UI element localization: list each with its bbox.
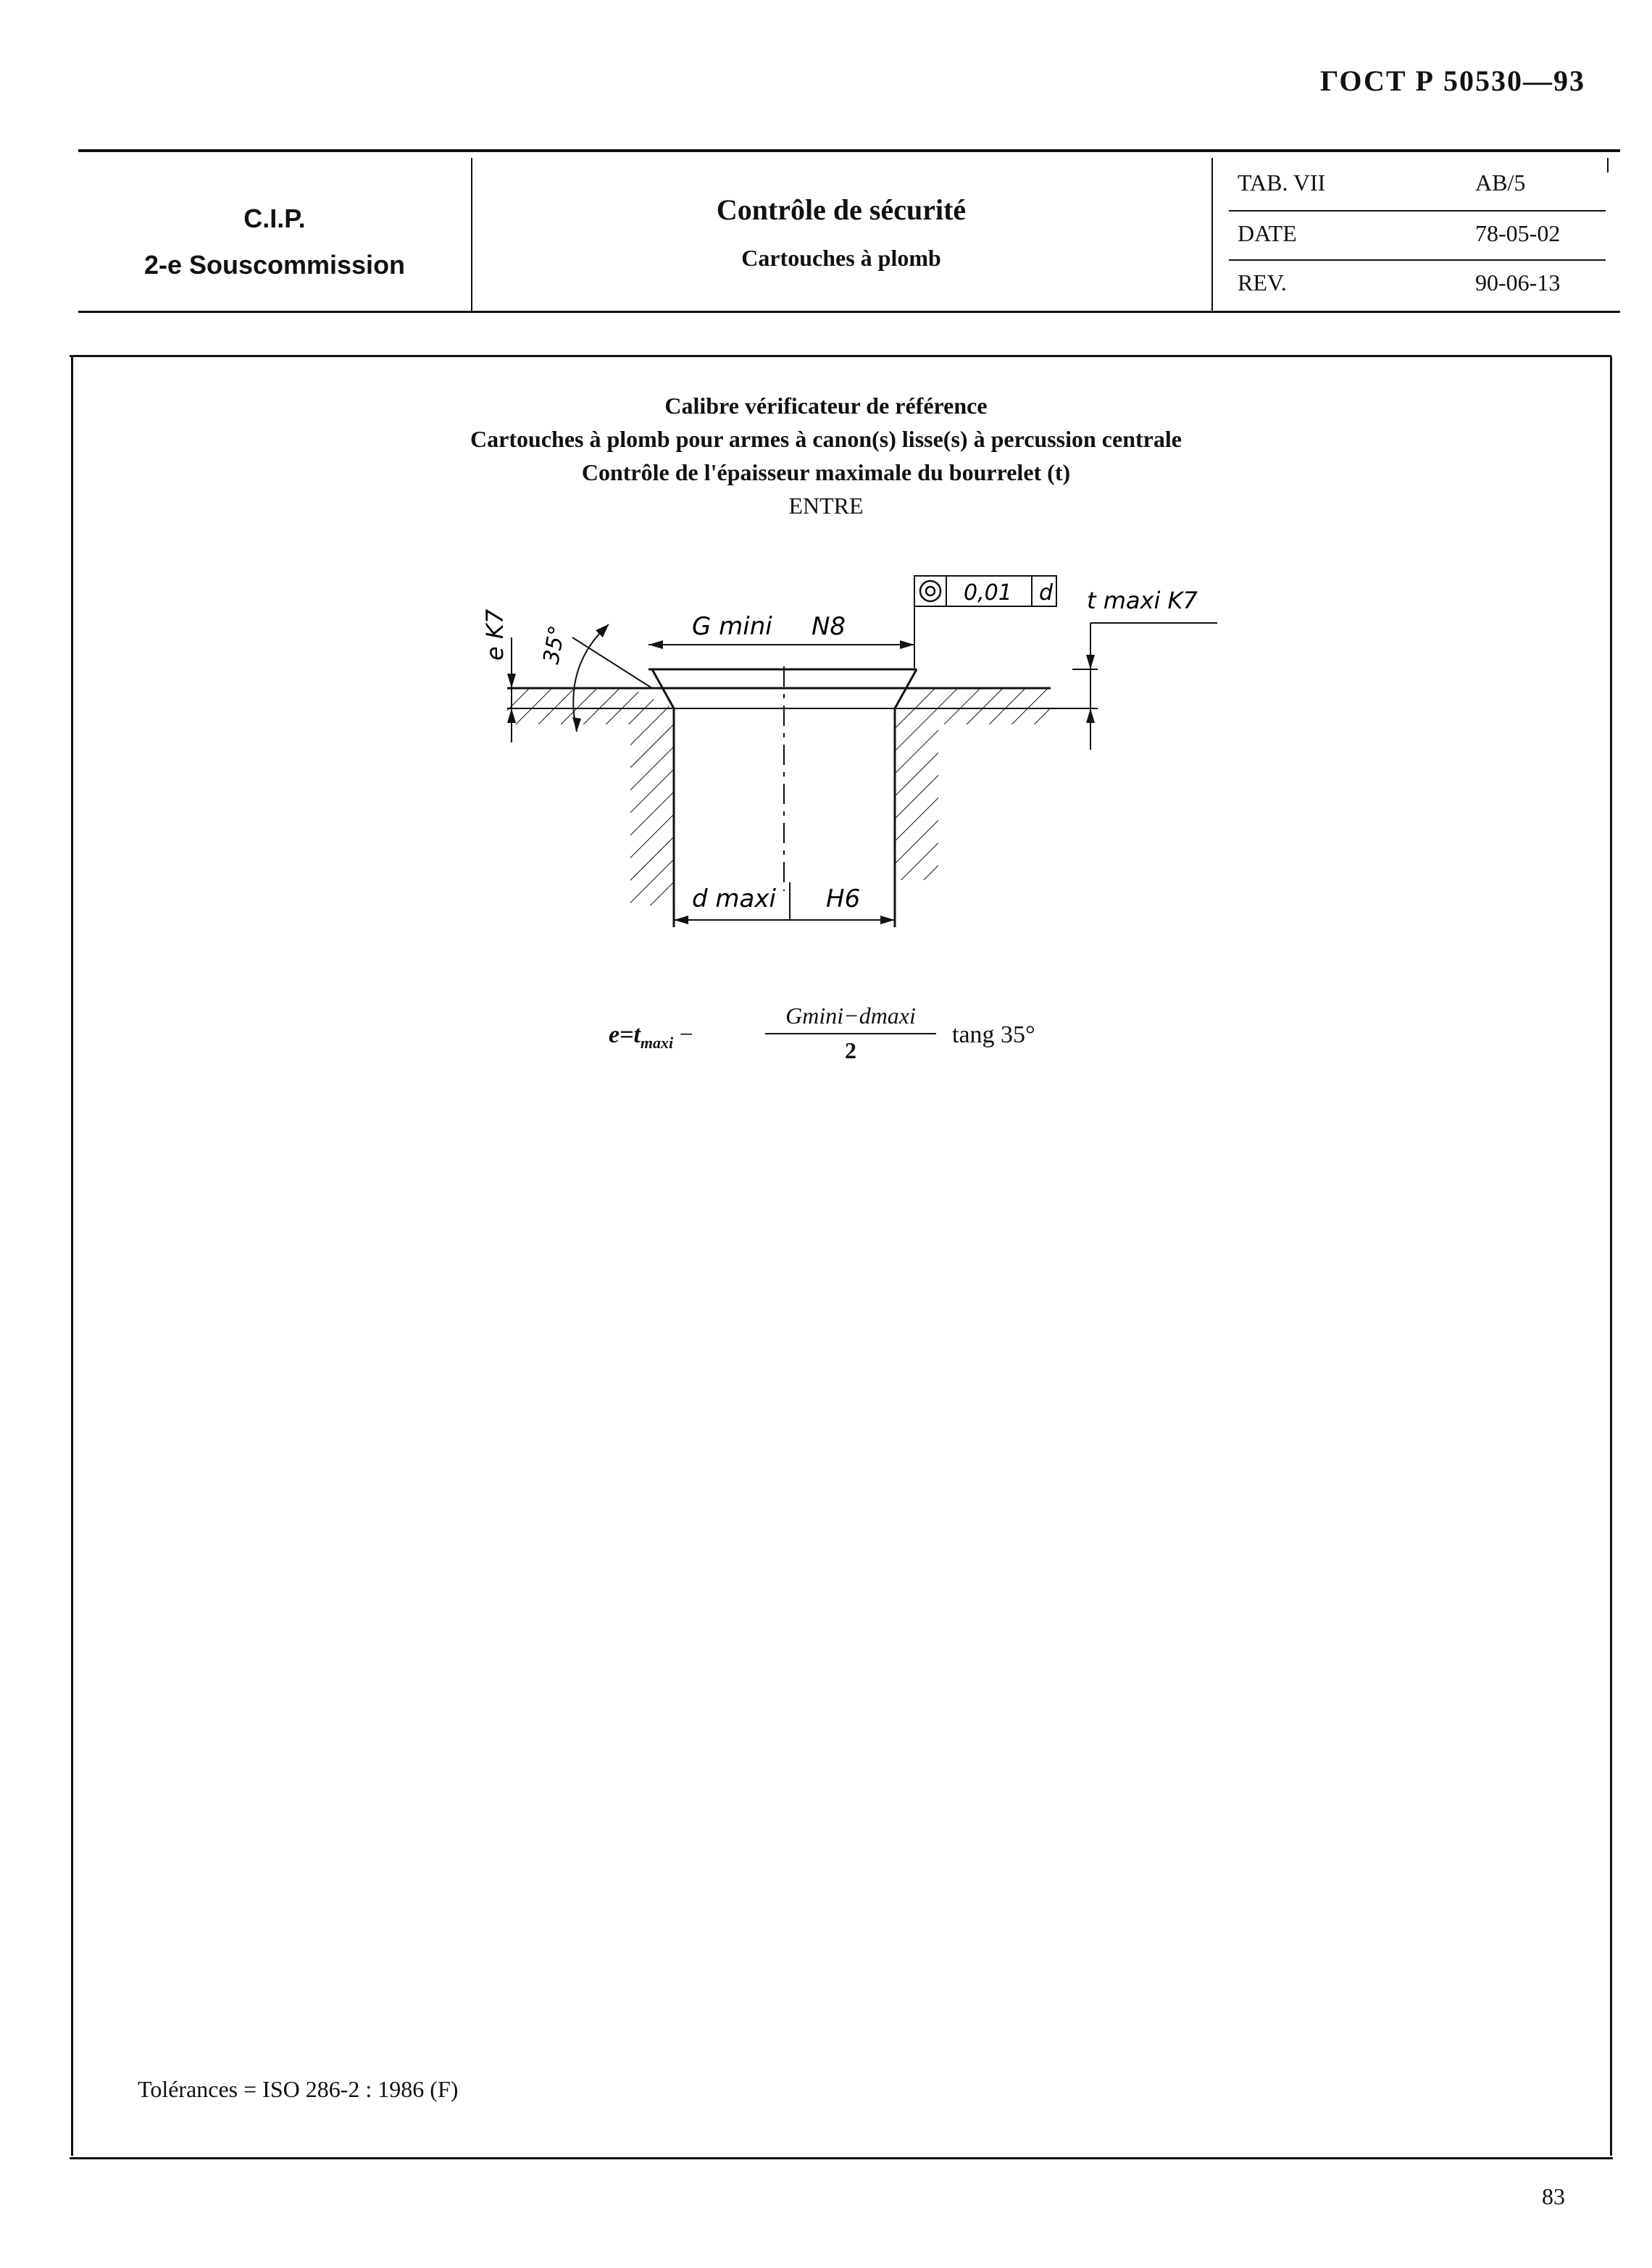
e-label: e K7 [481, 608, 509, 661]
fcf-datum: d [1039, 580, 1054, 606]
concentricity-icon [920, 581, 940, 601]
fcf-value: 0,01 [964, 580, 1012, 606]
formula-lhs-text: e=t [609, 1021, 641, 1048]
dimension-g-mini [648, 605, 914, 668]
meta-key: REV. [1238, 269, 1287, 296]
dimension-e [481, 608, 516, 742]
org-subcommission: 2-e Souscommission [143, 250, 406, 280]
g-mini-label: G mini [692, 612, 772, 641]
angle-label: 35° [538, 623, 571, 666]
meta-value: AB/5 [1475, 170, 1526, 196]
t-maxi-label: t maxi K7 [1087, 587, 1198, 614]
header-subtitle: Cartouches à plomb [741, 245, 941, 271]
formula [609, 1000, 1116, 1079]
d-maxi-label: d maxi [692, 884, 776, 913]
formula-minus: − [679, 1021, 693, 1048]
header-title: Contrôle de sécurité [716, 193, 967, 226]
document-code: ГОСТ Р 50530—93 [1319, 64, 1585, 97]
gauge-drawing [0, 0, 1652, 971]
dimension-t-maxi [1072, 587, 1217, 750]
formula-lhs [609, 1021, 693, 1053]
meta-key: TAB. VII [1238, 170, 1326, 196]
meta-key: DATE [1238, 220, 1297, 246]
dimension-d-maxi [674, 882, 895, 924]
gauge-body [507, 666, 1098, 927]
formula-rhs: tang 35° [952, 1021, 1035, 1048]
caption-line-2: Cartouches à plomb pour armes à canon(s) lisse(s) à percussion centrale [470, 426, 1182, 452]
formula-fraction [765, 1000, 936, 1065]
caption-line-1: Calibre vérificateur de référence [664, 393, 988, 419]
page-number: 83 [1542, 2183, 1565, 2209]
caption-line-3: Contrôle de l'épaisseur maximale du bourrelet (t) [581, 459, 1071, 485]
meta-value: 78-05-02 [1475, 220, 1561, 246]
feature-control-frame [914, 576, 1056, 606]
formula-fraction-bar [765, 1033, 936, 1034]
g-mini-tolerance: N8 [812, 612, 846, 641]
caption-line-4: ENTRE [788, 493, 864, 519]
formula-denominator: 2 [845, 1037, 856, 1063]
frame-border-bottom [70, 2157, 1613, 2159]
tolerances-note: Tolérances = ISO 286-2 : 1986 (F) [138, 2076, 459, 2102]
d-maxi-tolerance: H6 [826, 884, 861, 913]
meta-value: 90-06-13 [1475, 269, 1561, 296]
formula-numerator: Gmini−dmaxi [785, 1003, 916, 1029]
org-name: C.I.P. [243, 204, 306, 233]
formula-lhs-subscript: maxi [640, 1033, 674, 1052]
